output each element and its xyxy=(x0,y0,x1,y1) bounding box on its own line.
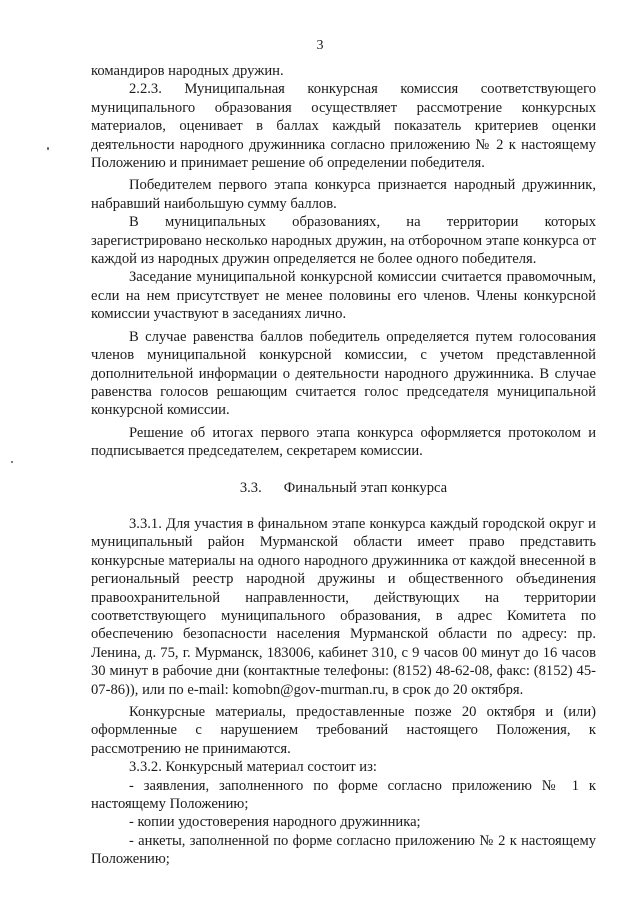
scan-speck xyxy=(11,461,13,463)
paragraph-results: Решение об итогах первого этапа конкурса оформляется протоколом и подписывается председателем, секретарем комиссии. xyxy=(91,424,596,460)
paragraph-quorum: Заседание муниципальной конкурсной комиссии считается правомочным, если на нем присутствует не менее половины его членов. Члены конкурсной комиссии участвуют в заседаниях лично. xyxy=(91,269,596,323)
list-item: - анкеты, заполненной по форме согласно приложению № 2 к настоящему Положению; xyxy=(91,832,596,868)
list-item: - копии удостоверения народного дружинника; xyxy=(129,814,421,831)
paragraph-tie: В случае равенства баллов победитель определяется путем голосования членов муниципальной конкурсной комиссии, с учетом представленной дополнительной информации о деятельности народного дружинника. В случае равенства голосов решающим считается голос председателя муниципальной конкурсной комиссии. xyxy=(91,328,596,419)
section-number: 3.3. xyxy=(239,479,262,496)
paragraph-winner: Победителем первого этапа конкурса признается народный дружинник, набравший наибольшую сумму баллов. xyxy=(91,177,596,212)
scan-speck xyxy=(47,147,49,150)
paragraph-3-3-1: 3.3.1. Для участия в финальном этапе конкурса каждый городской округ и муниципальный район Мурманской области имеет право представить конкурсные материалы на одного народного дружинника от каждой внесенной в региональный реестр народной дружины и общественного объединения правоохранительной направленности, действующих на территории соответствующего муниципального образования, в адрес Комитета по обеспечению безопасности населения Мурманской области по адресу: пр. Ленина, д. 75, г. Мурманск, 183006, кабинет 310, с 9 часов 00 минут до 16 часов 30 минут в рабочие дни (контактные телефоны: (8152) 48-62-08, факс: (8152) 45-07-86)), или по e-mail: komobn@gov-murman.ru, в срок до 20 октября. xyxy=(91,515,596,698)
paragraph-2-2-3: 2.2.3. Муниципальная конкурсная комиссия соответствующего муниципального образования осуществляет рассмотрение конкурсных материалов, оценивает в баллах каждый показатель критериев оценки деятельности народного дружинника согласно приложению № 2 к настоящему Положению и принимает решение об определении победителя. xyxy=(91,81,596,172)
list-item: - заявления, заполненного по форме согласно приложению № 1 к настоящему Положению; xyxy=(91,777,596,813)
section-heading xyxy=(91,479,596,497)
paragraph-late-materials: Конкурсные материалы, предоставленные позже 20 октября и (или) оформленные с нарушением требований настоящего Положения, к рассмотрению не принимаются. xyxy=(91,704,596,757)
paragraph-several-teams: В муниципальных образованиях, на территории которых зарегистрировано несколько народных дружин, на отборочном этапе конкурса от каждой из народных дружин определяется не более одного победителя. xyxy=(91,214,597,268)
section-title: Финальный этап конкурса xyxy=(283,479,448,496)
paragraph-3-3-2: 3.3.2. Конкурсный материал состоит из: xyxy=(129,759,377,776)
paragraph-continuation: командиров народных дружин. xyxy=(91,63,284,79)
page-number: 3 xyxy=(316,38,324,53)
document-body xyxy=(91,62,596,869)
